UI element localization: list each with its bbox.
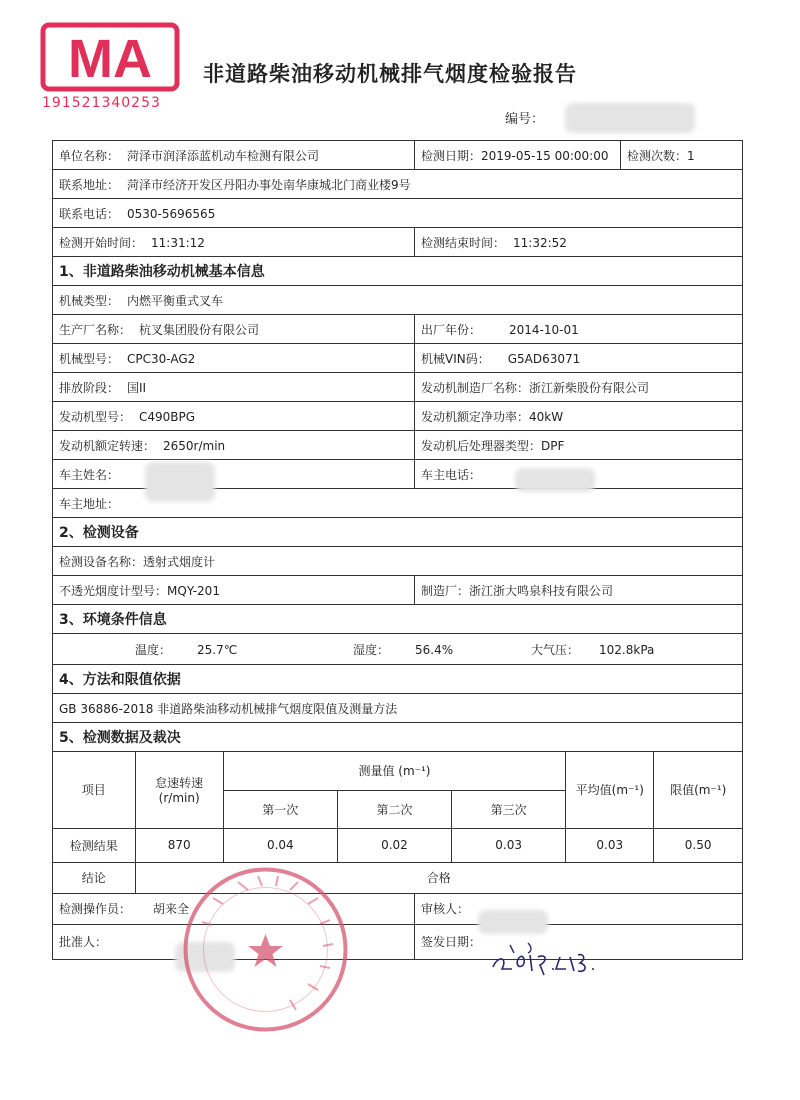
average-value: 0.03	[566, 828, 654, 862]
section-2-heading: 2、检测设备	[53, 518, 743, 547]
item-header: 项目	[53, 752, 135, 828]
row-method	[53, 694, 743, 723]
speed-label: 发动机额定转速：	[59, 438, 156, 453]
row-equipment-model	[53, 576, 743, 605]
section-1-row	[53, 257, 743, 286]
limit-header: 限值(m⁻¹)	[654, 752, 742, 828]
equipment-name-value: 透射式烟度计	[143, 554, 216, 569]
first-header: 第一次	[223, 790, 337, 828]
equipment-maker-value: 浙江浙大鸣泉科技有限公司	[469, 583, 614, 598]
approver-label: 批准人：	[59, 935, 108, 949]
year-label: 出厂年份：	[421, 322, 482, 337]
third-header: 第三次	[452, 790, 566, 828]
method-text: GB 36886-2018 非道路柴油移动机械排气烟度限值及测量方法	[53, 694, 743, 723]
row-environment	[53, 634, 743, 665]
equipment-model-label: 不透光烟度计型号：	[59, 583, 168, 598]
maker-label: 生产厂名称：	[59, 322, 132, 337]
logo-text: MA	[68, 29, 152, 89]
first-value: 0.04	[223, 828, 337, 862]
engine-model-label: 发动机型号：	[59, 409, 132, 424]
address-label: 联系地址：	[59, 177, 120, 192]
cma-logo-icon	[40, 22, 180, 92]
measure-header: 测量值 (m⁻¹)	[223, 752, 566, 790]
row-phone	[53, 199, 743, 228]
cma-cert-number: 191521340253	[42, 95, 161, 111]
result-row-label: 检测结果	[53, 828, 135, 862]
equipment-maker-label: 制造厂：	[421, 583, 470, 598]
second-value: 0.02	[337, 828, 451, 862]
row-operator	[53, 893, 743, 924]
report-table	[52, 140, 743, 960]
row-machine-type	[53, 286, 743, 315]
result-row	[53, 828, 742, 862]
end-time-value: 11:32:52	[513, 235, 567, 250]
address-value: 菏泽市经济开发区丹阳办事处南华康城北门商业楼9号	[127, 177, 411, 192]
row-equipment-name	[53, 547, 743, 576]
reviewer-label: 审核人：	[421, 902, 470, 916]
equipment-name-label: 检测设备名称：	[59, 554, 144, 569]
idle-speed-header: 怠速转速	[155, 776, 204, 791]
section-5-row	[53, 723, 743, 752]
row-model	[53, 344, 743, 373]
date-label: 检测日期：	[421, 148, 482, 163]
power-label: 发动机额定净功率：	[421, 409, 530, 424]
section-2-row	[53, 518, 743, 547]
issue-date-label: 签发日期：	[421, 935, 482, 949]
aftertreatment-value: DPF	[541, 438, 565, 453]
idle-speed-value: 870	[135, 828, 223, 862]
conclusion-label: 结论	[53, 862, 135, 893]
second-header: 第二次	[337, 790, 451, 828]
engine-maker-value: 浙江新柴股份有限公司	[529, 380, 650, 395]
row-maker	[53, 315, 743, 344]
redacted-approver	[175, 942, 235, 972]
humidity-label: 湿度：	[353, 642, 390, 657]
model-value: CPC30-AG2	[127, 351, 196, 366]
pressure-value: 102.8kPa	[599, 642, 655, 657]
redacted-owner-phone	[515, 468, 595, 492]
temperature-label: 温度：	[135, 642, 172, 657]
operator-value: 胡来全	[153, 902, 190, 916]
owner-address-label: 车主地址：	[59, 496, 120, 511]
results-table	[53, 752, 742, 893]
year-value: 2014-10-01	[509, 322, 579, 337]
owner-phone-label: 车主电话：	[421, 467, 482, 482]
owner-name-label: 车主姓名：	[59, 467, 120, 482]
section-5-heading: 5、检测数据及裁决	[53, 723, 743, 752]
end-time-label: 检测结束时间：	[421, 235, 506, 250]
row-approver	[53, 924, 743, 959]
start-time-label: 检测开始时间：	[59, 235, 144, 250]
machine-type-label: 机械类型：	[59, 293, 120, 308]
average-header: 平均值(m⁻¹)	[566, 752, 654, 828]
date-value: 2019-05-15 00:00:00	[481, 148, 609, 163]
section-3-heading: 3、环境条件信息	[53, 605, 743, 634]
phone-value: 0530-5696565	[127, 206, 216, 221]
redacted-reviewer	[478, 910, 548, 934]
handwritten-date-icon	[488, 935, 608, 983]
temperature-value: 25.7℃	[197, 642, 238, 657]
redacted-serial	[565, 103, 695, 133]
section-4-row	[53, 665, 743, 694]
conclusion-value: 合格	[135, 862, 742, 893]
maker-value: 杭叉集团股份有限公司	[139, 322, 260, 337]
machine-type-value: 内燃平衡重式叉车	[127, 293, 224, 308]
speed-value: 2650r/min	[163, 438, 226, 453]
third-value: 0.03	[452, 828, 566, 862]
section-3-row	[53, 605, 743, 634]
unit-value: 菏泽市润泽添蓝机动车检测有限公司	[127, 148, 320, 163]
vin-label: 机械VIN码：	[421, 351, 490, 366]
row-address	[53, 170, 743, 199]
row-times	[53, 228, 743, 257]
count-value: 1	[687, 148, 695, 163]
row-engine-model	[53, 402, 743, 431]
aftertreatment-label: 发动机后处理器类型：	[421, 438, 542, 453]
serial-label: 编号：	[505, 112, 545, 127]
model-label: 机械型号：	[59, 351, 120, 366]
phone-label: 联系电话：	[59, 206, 120, 221]
power-value: 40kW	[529, 409, 564, 424]
stage-label: 排放阶段：	[59, 380, 120, 395]
row-speed	[53, 431, 743, 460]
row-results	[53, 752, 743, 894]
equipment-model-value: MQY-201	[167, 583, 220, 598]
unit-label: 单位名称：	[59, 148, 120, 163]
section-4-heading: 4、方法和限值依据	[53, 665, 743, 694]
engine-maker-label: 发动机制造厂名称：	[421, 380, 530, 395]
redacted-owner-name	[145, 462, 215, 502]
page-title: 非道路柴油移动机械排气烟度检验报告	[203, 62, 577, 86]
pressure-label: 大气压：	[531, 642, 580, 657]
stage-value: 国II	[127, 380, 147, 395]
idle-speed-unit: (r/min)	[158, 791, 200, 806]
humidity-value: 56.4%	[415, 642, 454, 657]
limit-value: 0.50	[654, 828, 742, 862]
row-stage	[53, 373, 743, 402]
engine-model-value: C490BPG	[139, 409, 196, 424]
section-1-heading: 1、非道路柴油移动机械基本信息	[53, 257, 743, 286]
row-unit	[53, 141, 743, 170]
conclusion-row	[53, 862, 742, 893]
operator-label: 检测操作员：	[59, 902, 132, 916]
start-time-value: 11:31:12	[151, 235, 205, 250]
vin-value: G5AD63071	[507, 351, 581, 366]
count-label: 检测次数：	[627, 148, 688, 163]
